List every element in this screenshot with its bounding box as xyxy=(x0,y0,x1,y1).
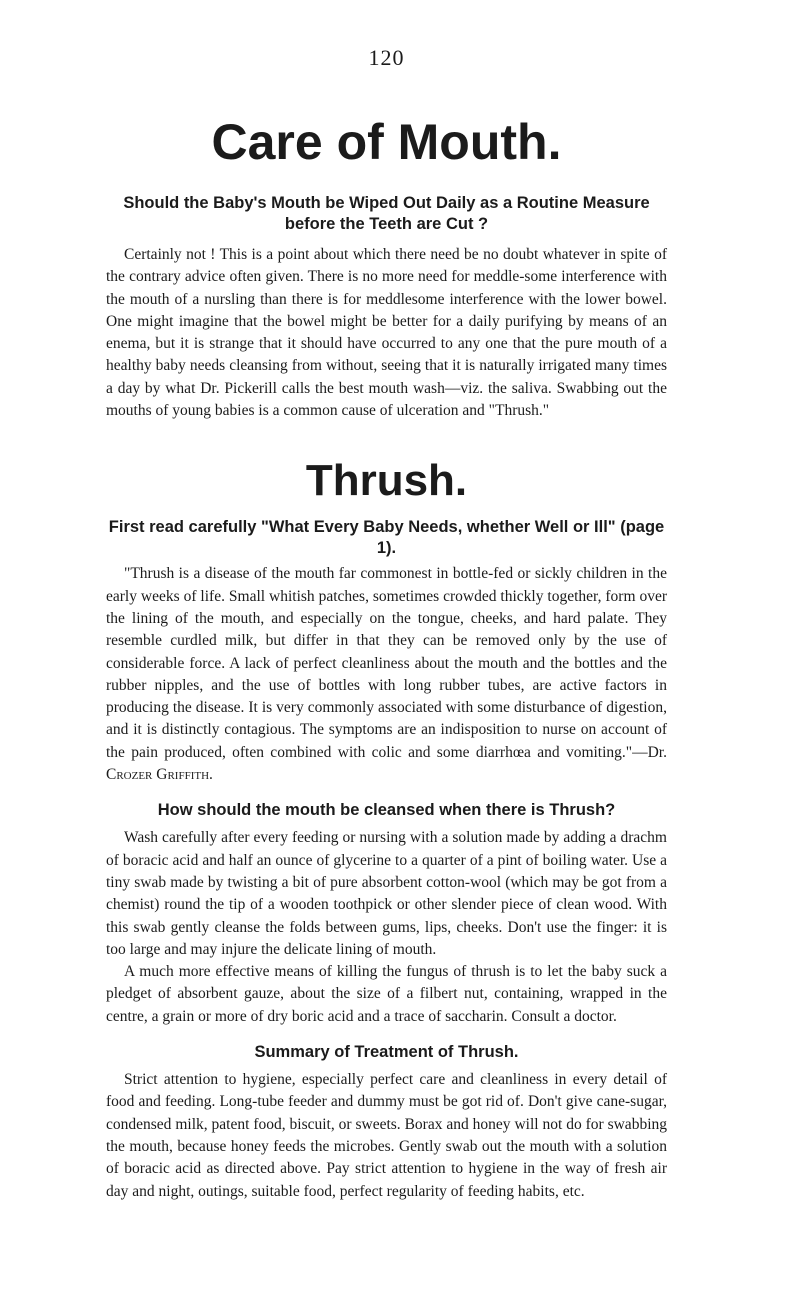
section-title-thrush: Thrush. xyxy=(305,456,468,506)
paragraph-cleanse: Wash carefully after every feeding or nursing with a solution made by adding a drachm of boracic acid and half an ounce of glycerine to a quarter of a pint of boiling water. Use a tiny swab made by twisting a bit of pure absorbent cotton-wool (which may be got from a chemist) round the tip of a wooden toothpick or other slender piece of clean wood. With this swab gently cleanse the folds between gums, lips, cheeks. Don't use the finger: it is too large and may injure the delicate lining of mouth. xyxy=(106,829,667,958)
paragraph-pledget: A much more effective means of killing the fungus of thrush is to let the baby suck a pledget of absorbent gauze, about the size of a filbert nut, containing, wrapped in the centre, a grain or more of dry boric acid and a trace of saccharin. Consult a doctor. xyxy=(106,963,667,1025)
quote-author: Crozer Griffith. xyxy=(106,766,213,784)
paragraph-thrush-quote xyxy=(106,563,667,786)
question-heading-wipe-mouth: Should the Baby's Mouth be Wiped Out Daily as a Routine Measure before the Teeth are Cut ? xyxy=(123,194,650,233)
paragraph-wipe-mouth: Certainly not ! This is a point about which there need be no doubt whatever in spite of the contrary advice often given. There is no more need for meddle-some interference with the mouth of a nursling than there is for meddlesome interference with the lower bowel. One might imagine that the bowel might be better for a daily purifying by means of an enema, but it is strange that it should have occurred to any one that the pure mouth of a healthy baby needs cleansing from without, seeing that it is naturally irrigated many times a day by what Dr. Pickerill calls the best mouth wash—viz. the saliva. Swabbing out the mouths of young babies is a common cause of ulceration and "Thrush." xyxy=(106,246,667,420)
question-heading-cleanse: How should the mouth be cleansed when there is Thrush? xyxy=(157,801,616,820)
thrush-quote-text: "Thrush is a disease of the mouth far commonest in bottle-fed or sickly children in the early weeks of life. Small whitish patches, sometimes crowded thickly together, form over the lining of the mouth, and especially on the tongue, cheeks, and hard palate. They resemble curdled milk, but differ in that they can be removed only by the use of considerable force. A lack of perfect cleanliness about the mouth and the bottles and the rubber nipples, and the use of bottles with long rubber tubes, are active factors in producing the disease. It is very commonly associated with some disturbance of digestion, and it is distinctly contagious. The symptoms are an indisposition to nurse on account of the pain produced, often combined with colic and some diarrhœa and vomiting."—Dr. xyxy=(106,565,667,761)
summary-heading: Summary of Treatment of Thrush. xyxy=(254,1043,519,1062)
paragraph-summary: Strict attention to hygiene, especially perfect care and cleanliness in every detail of food and feeding. Long-tube feeder and dummy must be got rid of. Don't give cane-sugar, condensed milk, patent food, biscuit, or sweets. Borax and honey will not do for swabbing the mouth, because honey feeds the microbes. Gently swab out the mouth with a solution of boracic acid as directed above. Pay strict attention to hygiene in the way of fresh air day and night, outings, suitable food, perfect regularity of feeding habits, etc. xyxy=(106,1071,667,1200)
page-title: Care of Mouth. xyxy=(211,114,562,170)
subtitle-read-carefully: First read carefully "What Every Baby Needs, whether Well or Ill" (page 1). xyxy=(108,518,665,558)
page-number: 120 xyxy=(368,45,405,70)
